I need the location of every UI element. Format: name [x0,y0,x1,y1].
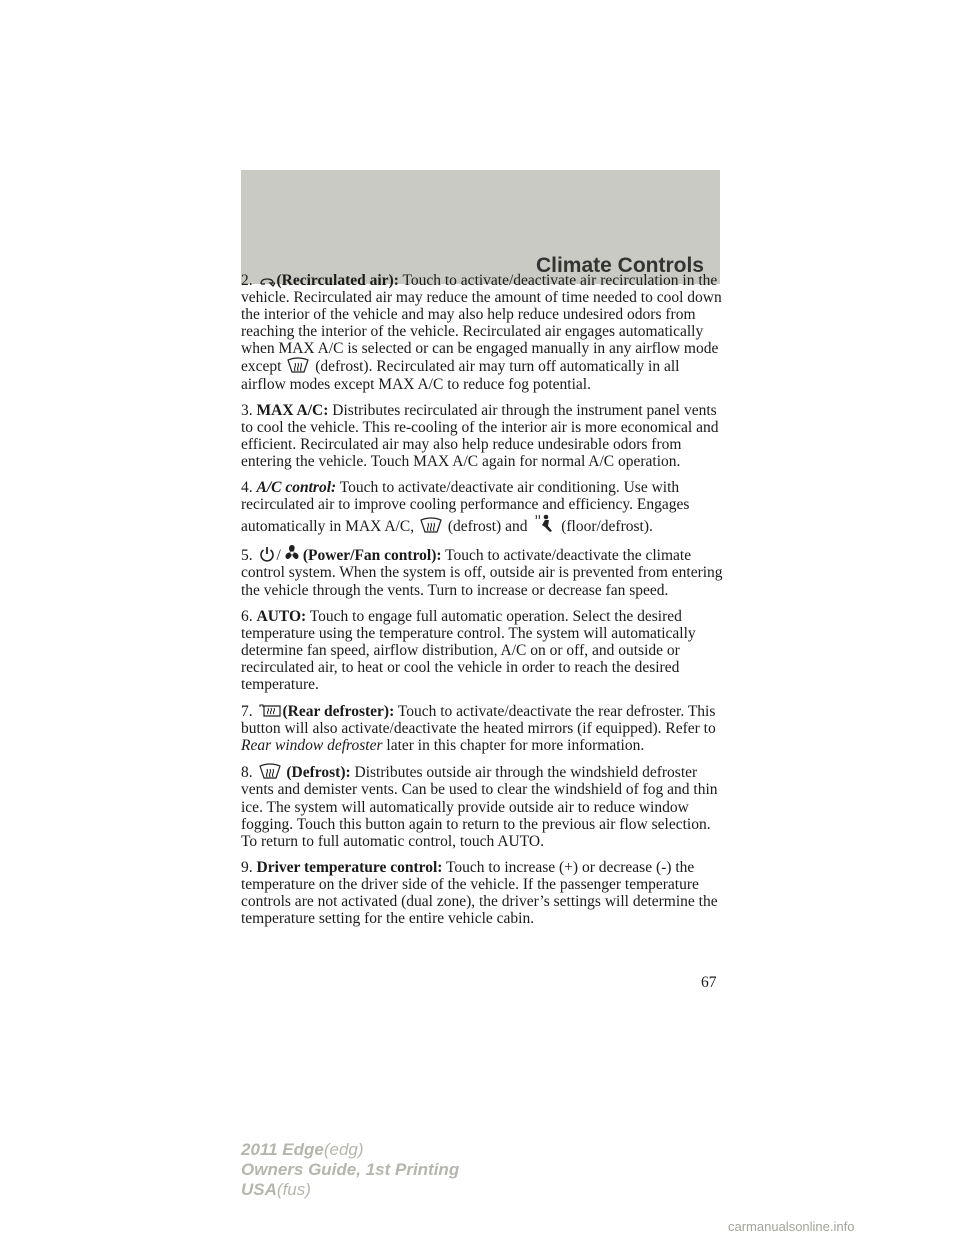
icon-separator: / [276,547,281,565]
item-text: (floor/defrost). [561,518,653,536]
footer [241,1140,459,1200]
item-number: 5. [241,547,253,565]
item-text: (defrost) and [447,518,528,536]
item-number: 7. [241,703,253,721]
item-text: Touch to activate/deactivate air conditioning. Use with recirculated air to improve cooling performance and efficiency. Engages automatically in MAX A/C, [241,479,690,536]
item-label: (Rear defroster): [282,703,395,721]
windshield-defrost-icon [259,763,281,779]
item-label: Driver temperature control: [256,858,443,876]
item-number: 3. [241,401,253,419]
item-text: Touch to activate/deactivate the climate control system. When the system is off, outside air is prevented from entering the vehicle through the vents. Turn to increase or decrease fan speed. [241,547,723,599]
footer-line-3: USA(fus) [241,1180,311,1199]
cross-reference-link[interactable]: Rear window defroster [241,737,383,755]
item-text: Distributes outside air through the windshield defroster vents and demister vents. Can be used to clear the windshield of fog and thin ice. The system will automatically provide outside air to reduce window fogging. Touch this button again to return to the previous air flow selection. To return to full automatic control, touch AUTO. [241,764,718,850]
item-text: Touch to engage full automatic operation. Select the desired temperature using the temperature control. The system will automatically determine fan speed, airflow distribution, A/C on or off, and outside or recirculated air, to heat or cool the vehicle in order to reach the desired temperature. [241,607,696,693]
item-text: Distributes recirculated air through the instrument panel vents to cool the vehicle. This re-cooling of the interior air is more economical and efficient. Recirculated air may also help reduce undesirable odors from entering the vehicle. Touch MAX A/C again for normal A/C operation. [241,401,719,470]
item-number: 4. [241,479,253,497]
windshield-defrost-icon [420,517,442,533]
list-item [241,402,723,470]
item-label: AUTO: [256,607,307,625]
page-content [241,272,723,936]
item-label: (Power/Fan control): [302,547,442,565]
item-number: 6. [241,607,253,625]
item-text: Touch to activate/deactivate the rear defroster. This button will also activate/deactivate the heated mirrors (if equipped). Refer to [241,703,716,738]
item-text: (defrost). Recirculated air may turn off automatically in all airflow modes except MAX A/C to reduce fog potential. [241,358,680,393]
item-number: 2. [241,272,253,289]
item-label: MAX A/C: [256,401,329,419]
list-item [241,608,723,693]
list-item [241,272,723,393]
list-item [241,763,723,849]
item-text: later in this chapter for more information. [386,737,645,755]
list-item [241,544,723,598]
item-text: Touch to activate/deactivate air recirculation in the vehicle. Recirculated air may reduce the amount of time needed to cool down the interior of the vehicle and may also help reduce undesired odors from reaching the interior of the vehicle. Recirculated air engages automatically when MAX A/C is selected or can be engaged manually in any airflow mode except [241,272,722,376]
fan-icon [283,544,301,562]
windshield-defrost-icon [287,357,309,373]
watermark: carmanualsonline.info [728,1219,855,1234]
item-number: 8. [241,764,253,782]
item-text: Touch to increase (+) or decrease (-) the temperature on the driver side of the vehicle. If the passenger temperature controls are not activated (dual zone), the driver’s settings will determine the temperature setting for the entire vehicle cabin. [241,858,718,928]
list-item [241,859,723,927]
item-label: (Defrost): [286,764,351,782]
item-label: (Recirculated air): [276,272,399,289]
item-label: A/C control: [256,479,337,497]
item-number: 9. [241,858,253,876]
chapter-title: Climate Controls [535,254,704,277]
recirculation-icon [259,277,275,287]
footer-line-2: Owners Guide, 1st Printing [241,1160,460,1179]
floor-defrost-icon [533,513,555,533]
list-item [241,702,723,754]
footer-line-1: 2011 Edge(edg) [241,1140,364,1159]
power-icon [259,546,275,562]
rear-defroster-icon [259,702,281,718]
list-item [241,479,723,535]
chapter-header [241,170,720,284]
page-number: 67 [701,974,717,991]
